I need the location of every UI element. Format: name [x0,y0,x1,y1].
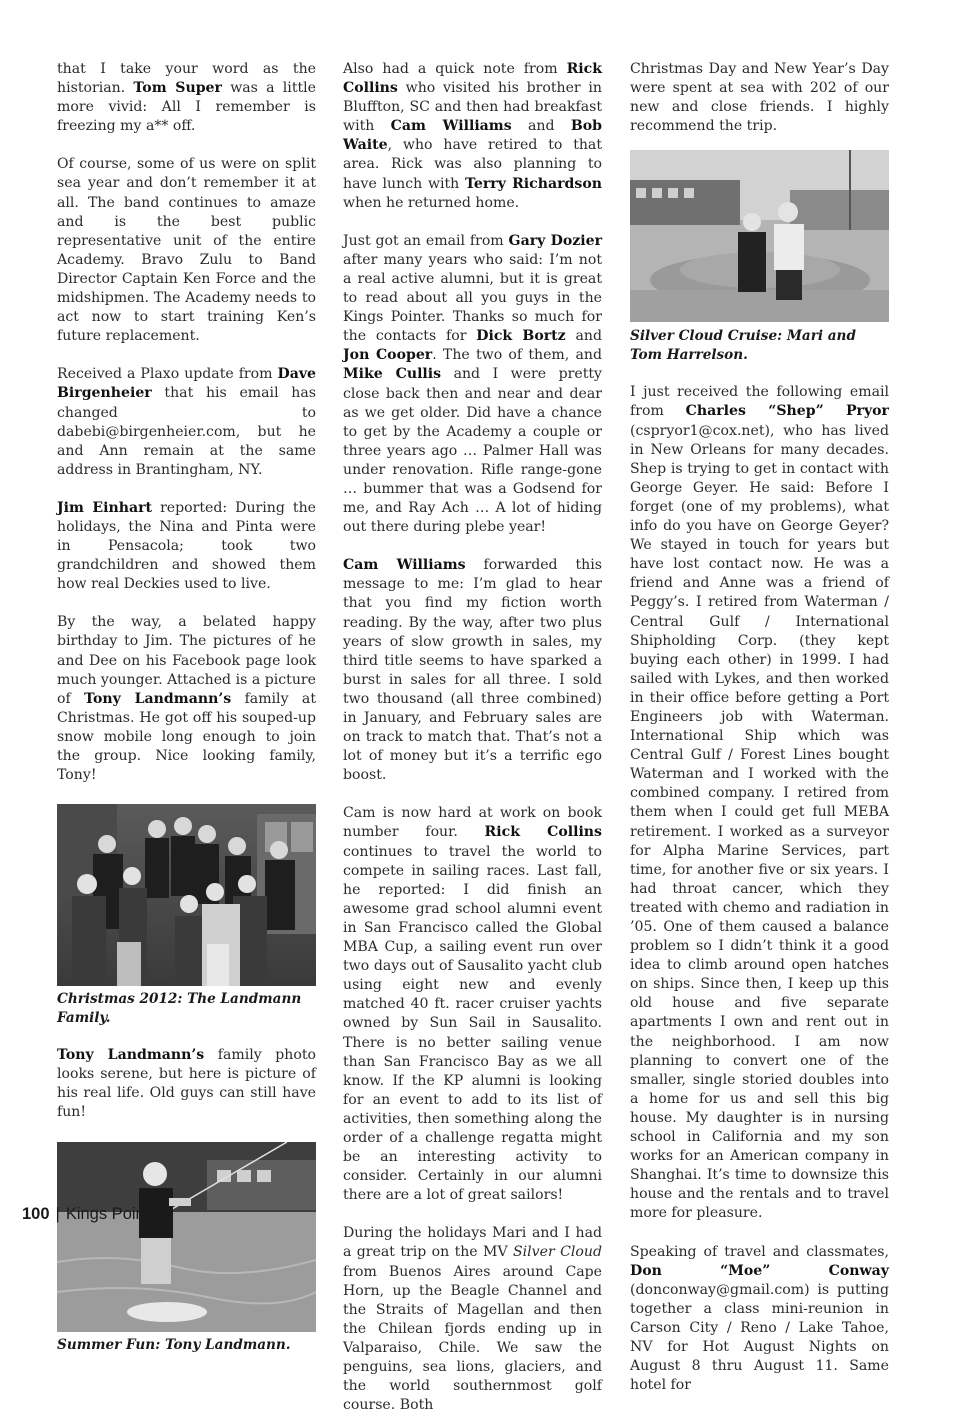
paragraph-shep-pryor: I just received the following email from Charles “Shep” Pryor (cspryor1@cox.net), who has lived in New Orleans for many decades. Shep is trying to get in contact with George Geyer. He said: Before I forget (one of my problems), what info do you have on George Geyer? We stayed in touch for years but have lost contact now. He was a friend and Anne was a friend of Peggy’s. I retired from Waterman / Central Gulf / International Shipholding Corp. (they kept buying each other) in 1999. I had sailed with Lykes, and then worked in their office before getting a Port Engineers job with Waterman. International Ship which was Central Gulf / Forest Lines bought Waterman and I worked with the combined company. I retired from them when I could get full MEBA retirement. I worked as a surveyor for Alpha Marine Services, part time, for another five or six years. I had throat cancer, which they treated with chemo and radiation in ’05. One of them caused a balance problem so I didn’t think it a good idea to climb around open hatches on ships. Since then, I keep up this old house and five separate apartments I own and rent out in the neighborhood. I am now planning to convert one of the smaller, single storied doubles into a home for us and sell this big house. My daughter is in nursing school in California and my son works for an American company in Shanghai. It’s time to downsize this house and the rentals and to travel more for pleasure. [630,384,889,1222]
paragraph-gary-dozier: Just got an email from Gary Dozier after many years who said: I’m not a real active alumni, but it is great to read about all you guys in the Kings Pointer. Thanks so much for the contacts for Dick Bortz and Jon Cooper. The two of them, and Mike Cullis and I were pretty close back then and near and dear as we get older. Did have a chance to get by the Academy a couple or three years ago … Palmer Hall was under renovation. Rifle range-gone … bummer that was a Godsend for me, and Ray Ach … A lot of hiding out there during plebe year! [343,232,602,536]
paragraph-band: Of course, some of us were on split sea year and don’t remember it at all. The band continues to amaze and is the best public representative unit of the entire Academy. Bravo Zulu to Band Director Captain Ken Force and the midshipmen. The Academy needs to act now to start training Ken’s future replacement. [57,156,316,345]
name-moe-conway: Don “Moe” Conway [630,1262,889,1279]
name-tony-landmann: Tony Landmann’s [84,690,232,707]
paragraph-moe-conway: Speaking of travel and classmates, Don “Moe” Conway (donconway@gmail.com) is putting together a class mini-reunion in Carson City / Reno / Lake Tahoe, NV for Hot August Nights on August 8 thru August 11. Same hotel for [630,1243,889,1394]
paragraph-landmann-photo: Tony Landmann’s family photo looks serene, but here is picture of his real life. Old guys can still have fun! [57,1047,317,1121]
name-cam-williams: Cam Williams [343,557,466,574]
name-jim-einhart: Jim Einhart [57,499,153,516]
name-rick-collins: Rick Collins [484,824,602,841]
column-1 [57,60,316,1373]
name-bob-waite: Bob Waite [343,118,602,154]
publication-name: Kings Pointer [65,1205,164,1223]
name-terry-richardson: Terry Richardson [465,175,602,192]
name-tony-landmann: Tony Landmann’s [57,1047,205,1064]
family-photo-illustration [57,804,316,986]
page-number: 100 [22,1205,50,1223]
name-cam-williams: Cam Williams [390,118,512,135]
name-dave-birgenheier: Dave Birgenheier [57,366,316,402]
paragraph-rick-collins: Also had a quick note from Rick Collins who visited his brother in Bluffton, SC and then had breakfast with Cam Williams and Bob Waite, who have retired to that area. Rick was also planning to have lunch with Terry Richardson when he returned home. [343,61,602,211]
caption-summer: Summer Fun: Tony Landmann. [57,1336,291,1353]
paragraph-einhart: Jim Einhart reported: During the holidays, the Nina and Pinta were in Pensacola; took two grandchildren and showed them how real Deckies used to live. [57,499,317,593]
footer-separator: | [55,1205,60,1223]
paragraph-tom-super: that I take your word as the historian. Tom Super was a little more vivid: All I remember is freezing my a** off. [57,61,316,135]
column-2 [343,60,602,1415]
photo-summer-fun [57,1142,316,1332]
waterski-photo-illustration [57,1142,316,1332]
cruise-photo-illustration [630,150,889,322]
ship-name: Silver Cloud [513,1244,602,1261]
name-tom-super: Tom Super [133,80,222,97]
photo-landmann-family [57,804,316,986]
paragraph-book-four: Cam is now hard at work on book number four. Rick Collins continues to travel the world to compete in sailing races. Last fall, he reported: I did finish an awesome grad school alumni event in San Francisco called the Global MBA Cup, a sailing event run over two days out of Sausalito yacht club using eight new and evenly matched 40 ft. racer cruiser yachts owned by Sun Sail in Sausalito. There is no better sailing venue than San Francisco Bay as we all know. If the KP alumni is looking for an event to add to its list of activities, then something along the order of a challenge regatta might be an interesting activity to consider. Certainly in our alumni there are a lot of great sailors! [343,805,602,1204]
name-dick-bortz: Dick Bortz [476,328,566,345]
paragraph-silver-cloud-trip: During the holidays Mari and I had a great trip on the MV Silver Cloud from Buenos Aires around Cape Horn, up the Beagle Channel and the Straits of Magellan and then the Chilean fjords ending up in Valparaiso, Chile. We saw the penguins, sea lions, glaciers, and the world southernmost golf course. Both [343,1225,602,1414]
paragraph-birgenheier: Received a Plaxo update from Dave Birgenheier that his email has changed to dabebi@birgenheier.com, but he and Ann remain at the same address in Brantingham, NY. [57,366,316,478]
caption-silver-cloud: Silver Cloud Cruise: Mari and Tom Harrelson. [630,328,856,364]
name-gary-dozier: Gary Dozier [508,232,602,249]
paragraph-birthday: By the way, a belated happy birthday to Jim. The pictures of he and Dee on his Facebook page look much younger. Attached is a picture of Tony Landmann’s family at Christmas. He got off his souped-up snow mobile long enough to join the group. Nice looking family, Tony! [57,614,316,784]
paragraph-cam-williams: Cam Williams forwarded this message to me: I’m glad to hear that you find my fiction worth reading. By the way, after two plus years of slow growth in sales, my third title seems to have sparked a burst in sales for all three. I sold two thousand (all three combined) in January, and February sales are on track to match that. That’s not a lot of money but it’s a terrific ego boost. [343,557,602,784]
name-shep-pryor: Charles “Shep” Pryor [685,403,889,420]
name-jon-cooper: Jon Cooper [343,347,433,364]
paragraph-christmas-at-sea: Christmas Day and New Year’s Day were spent at sea with 202 of our new and close friends. I highly recommend the trip. [630,61,889,135]
page-footer [22,1205,164,1224]
photo-silver-cloud-cruise [630,150,889,322]
name-rick-collins: Rick Collins [343,61,602,97]
column-3 [630,60,889,1395]
name-mike-cullis: Mike Cullis [343,366,442,383]
caption-christmas: Christmas 2012: The Landmann Family. [57,991,302,1027]
